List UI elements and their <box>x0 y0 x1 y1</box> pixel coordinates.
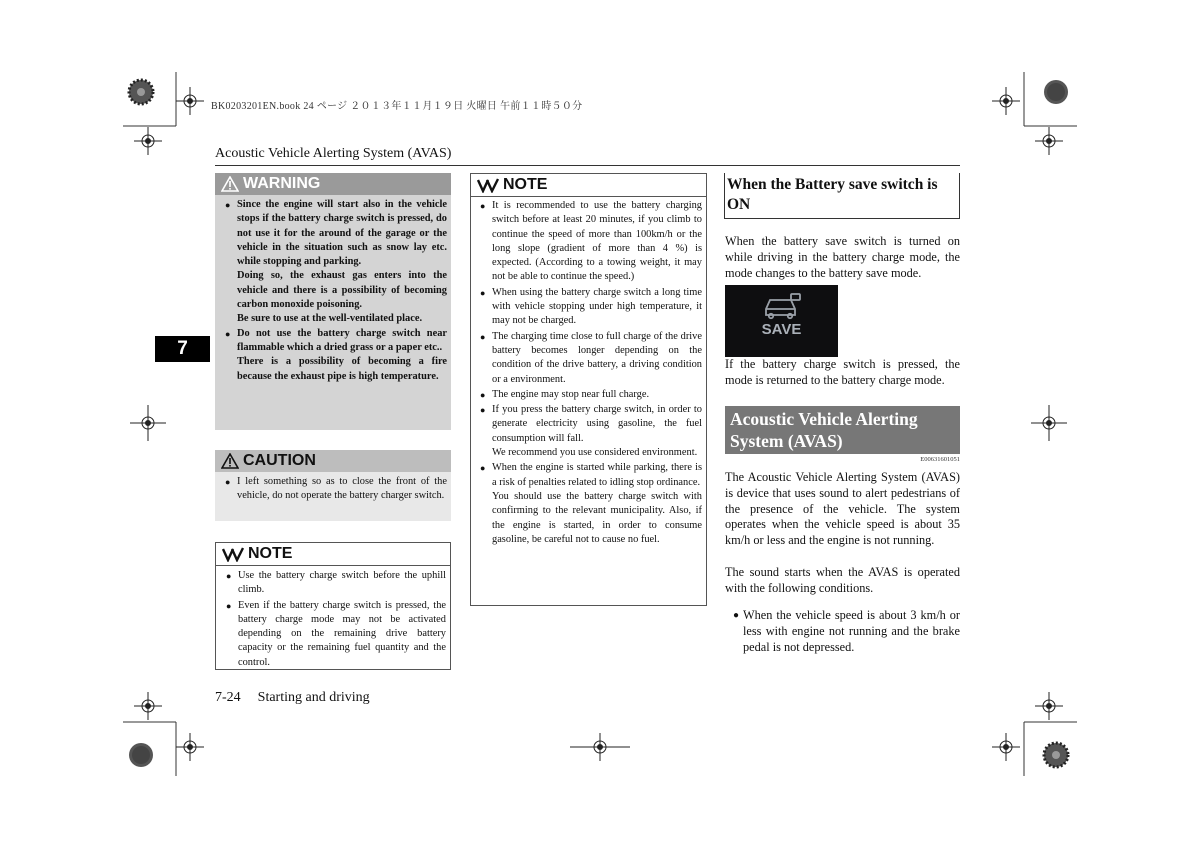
warning-text: Doing so, the exhaust gas enters into the vehicle and there is a possibility of becoming carbon monoxide poisoning. <box>237 270 447 311</box>
note-label: NOTE <box>248 545 293 562</box>
warning-text: ● Do not use the battery charge switch near flammable which a dried grass or a paper etc.. <box>237 327 447 353</box>
note-text: You should use the battery charge switch with confirming to the relevant municipality. Also, if the engine is started, in order to consume gasoline, be careful not to cause no fuel. <box>492 490 702 545</box>
caution-text: ● I left something so as to close the front of the vehicle, do not operate the battery charger switch. <box>237 476 447 502</box>
note-header <box>216 543 450 566</box>
note-item <box>226 599 446 670</box>
warning-item <box>225 327 447 384</box>
note-label: NOTE <box>503 176 548 193</box>
page-footer <box>215 690 370 706</box>
avas-conditions-intro: The sound starts when the AVAS is operated with the following conditions. <box>725 565 960 595</box>
avas-description: The Acoustic Vehicle Alerting System (AVAS) is device that uses sound to alert pedestrians of the presence of the vehicle. The system operates when the vehicle speed is about 35 km/h or less and the engine is not running. <box>725 470 960 548</box>
battery-save-title: When the Battery save switch is ON <box>724 173 960 219</box>
note-box-center <box>470 173 707 606</box>
caution-label: CAUTION <box>243 452 316 469</box>
caution-box <box>215 450 451 521</box>
avas-section-heading: Acoustic Vehicle Alerting System (AVAS) <box>725 406 960 454</box>
warning-header <box>215 173 451 195</box>
note-header <box>471 174 706 197</box>
avas-condition-item: ● When the vehicle speed is about 3 km/h or less with engine not running and the brake pedal is not depressed. <box>733 608 960 655</box>
warning-text: Be sure to use at the well-ventilated place. <box>237 313 423 325</box>
caution-triangle-icon <box>221 453 239 469</box>
warning-item <box>225 198 447 327</box>
note-item <box>480 388 702 402</box>
chapter-tab: 7 <box>155 336 210 362</box>
note-item <box>480 461 702 547</box>
header-rule <box>215 165 960 166</box>
note-text: ● The engine may stop near full charge. <box>492 388 650 400</box>
note-item <box>226 569 446 598</box>
note-text: ● If you press the battery charge switch, in order to generate electricity using gasoline, the fuel consumption will fall. <box>492 404 702 444</box>
note-text: ● The charging time close to full charge of the drive battery becomes longer depending on the condition of the drive battery, a driving condition or a environment. <box>492 330 702 385</box>
note-text: ● When the engine is started while parking, there is a risk of penalties related to idling stop ordinance. <box>492 462 702 488</box>
page-header-title: Acoustic Vehicle Alerting System (AVAS) <box>215 146 452 161</box>
caution-item <box>225 475 447 504</box>
save-indicator-image <box>725 285 838 357</box>
note-item <box>480 403 702 460</box>
note-item <box>480 199 702 285</box>
warning-text: ● Since the engine will start also in the vehicle stops if the battery charge switch is pressed, do not use it for the around of the garage or the vehicle in the situation such as snow lay etc. while stopping and parking. <box>237 199 447 268</box>
note-item <box>480 330 702 387</box>
warning-triangle-icon <box>221 176 239 192</box>
battery-save-return-paragraph: If the battery charge switch is pressed, the mode is returned to the battery charge mode. <box>725 357 960 387</box>
note-check-icon <box>222 546 244 562</box>
page-number: 7-24 <box>215 690 241 705</box>
note-text: We recommend you use considered environment. <box>492 447 698 459</box>
battery-save-paragraph: When the battery save switch is turned on while driving in the battery charge mode, the mode changes to the battery save mode. <box>725 234 960 280</box>
section-code: E00631601051 <box>920 456 960 463</box>
note-text: ● Use the battery charge switch before the uphill climb. <box>238 570 446 596</box>
note-text: ● When using the battery charge switch a long time with vehicle stopping under high temperature, it may not be charged. <box>492 286 702 327</box>
note-check-icon <box>477 177 499 193</box>
note-box-left <box>215 542 451 670</box>
warning-label: WARNING <box>243 175 321 192</box>
chapter-name: Starting and driving <box>257 690 370 705</box>
warning-text: There is a possibility of becoming a fire because the exhaust pipe is high temperature. <box>237 356 447 382</box>
book-info-line: BK0203201EN.book 24 ページ ２０１３年１１月１９日 火曜日 午前１１時５０分 <box>211 101 583 112</box>
caution-header <box>215 450 451 472</box>
save-text: SAVE <box>761 321 802 338</box>
note-item <box>480 286 702 329</box>
note-text: ● Even if the battery charge switch is pressed, the battery charge mode may not be activated depending on the remaining drive battery capacity or the remaining fuel quantity and the control. <box>238 599 446 668</box>
warning-box <box>215 173 451 430</box>
note-text: ● It is recommended to use the battery charging switch before at least 20 minutes, if you climb to continue the speed of more than 100km/h or the long slope (gradient of more than 4 %) is expected. (According to a towing weight, it may not be able to continue the speed.) <box>492 200 702 283</box>
